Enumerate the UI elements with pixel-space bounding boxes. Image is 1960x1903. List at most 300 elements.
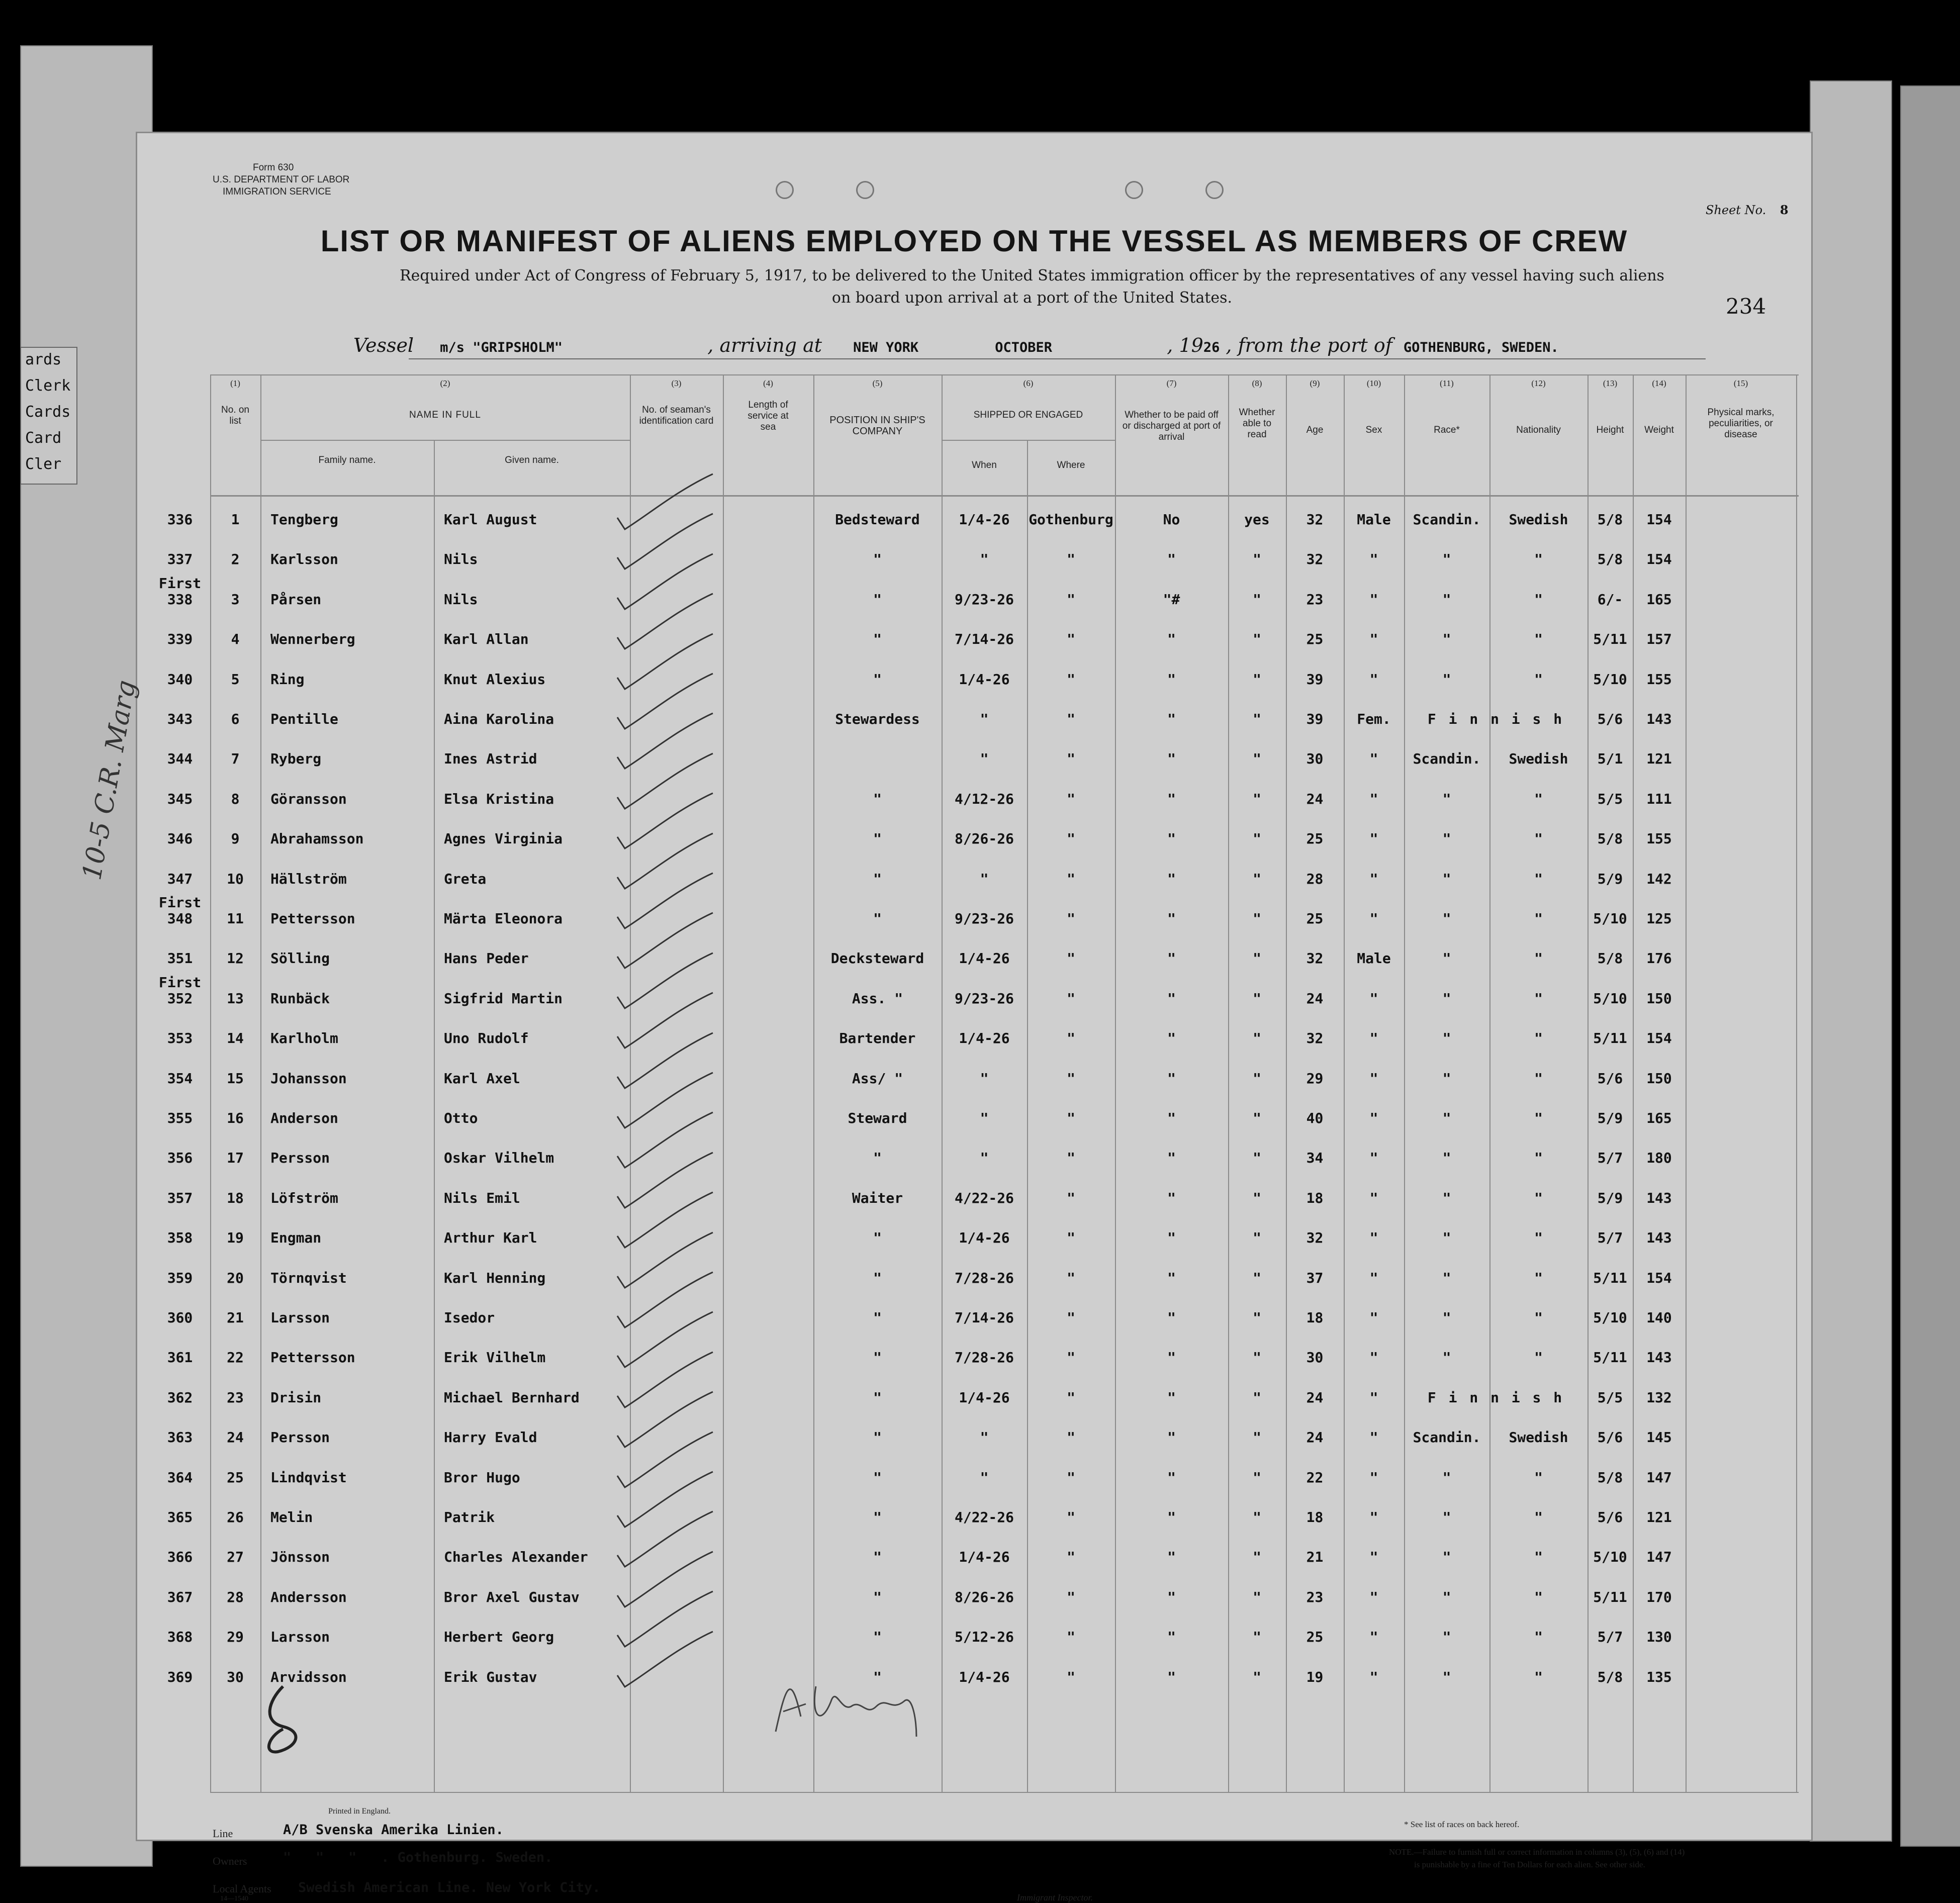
cell-family-name: Persson bbox=[270, 1429, 330, 1446]
shipped-subheader-rule bbox=[942, 440, 1115, 441]
cell-sex: " bbox=[1369, 671, 1378, 688]
cell-height: 5/8 bbox=[1597, 511, 1623, 528]
cell-no-on-list: 29 bbox=[227, 1629, 244, 1646]
cell-age: 25 bbox=[1306, 631, 1324, 648]
cell-nationality: " bbox=[1534, 1309, 1543, 1326]
cell-given-name: Bror Hugo bbox=[444, 1469, 520, 1486]
column-number: (14) bbox=[1652, 378, 1666, 388]
cell-race: F i n n i s h bbox=[1427, 1389, 1564, 1406]
cell-age: 18 bbox=[1306, 1309, 1324, 1326]
cell-paid-off: " bbox=[1167, 910, 1176, 927]
arriving-label: , arriving at bbox=[707, 334, 822, 356]
header-seaman-card: No. of seaman's identification card bbox=[639, 405, 714, 426]
cell-no-on-list: 26 bbox=[227, 1509, 244, 1526]
cell-weight: 130 bbox=[1646, 1629, 1672, 1646]
cell-weight: 132 bbox=[1646, 1389, 1672, 1406]
cell-race: " bbox=[1442, 671, 1451, 688]
cell-able-to-read: " bbox=[1253, 671, 1261, 688]
sheet-number bbox=[1706, 203, 1789, 217]
cell-height: 5/9 bbox=[1597, 1189, 1623, 1206]
cell-family-name: Larsson bbox=[270, 1629, 330, 1646]
header-when: When bbox=[972, 460, 997, 470]
cell-able-to-read: " bbox=[1253, 711, 1261, 727]
cell-age: 32 bbox=[1306, 551, 1324, 568]
service-line: IMMIGRATION SERVICE bbox=[223, 186, 331, 197]
side-tab-text: ards bbox=[25, 351, 62, 368]
cell-no-on-list: 27 bbox=[227, 1549, 244, 1566]
table-row bbox=[137, 1019, 1811, 1058]
cell-race: " bbox=[1442, 1070, 1451, 1087]
cell-given-name: Elsa Kristina bbox=[444, 790, 554, 807]
cell-shipped-where: " bbox=[1067, 1549, 1075, 1566]
cell-no-on-list: 13 bbox=[227, 990, 244, 1007]
cell-shipped-when: 8/26-26 bbox=[954, 1588, 1014, 1605]
cell-given-name: Arthur Karl bbox=[444, 1229, 537, 1247]
header-shipped-engaged: SHIPPED OR ENGAGED bbox=[973, 410, 1083, 420]
cell-weight: 176 bbox=[1646, 950, 1672, 967]
local-agents-label: Local Agents bbox=[213, 1882, 271, 1895]
cell-age: 39 bbox=[1306, 711, 1324, 727]
cell-age: 28 bbox=[1306, 870, 1324, 887]
cell-shipped-when: 9/23-26 bbox=[954, 910, 1014, 927]
header-weight: Weight bbox=[1644, 425, 1674, 435]
cell-given-name: Uno Rudolf bbox=[444, 1030, 529, 1047]
cell-no-on-list: 17 bbox=[227, 1150, 244, 1167]
cell-able-to-read: " bbox=[1253, 1588, 1261, 1605]
cell-family-name: Löfström bbox=[270, 1189, 338, 1206]
cell-able-to-read: " bbox=[1253, 1668, 1261, 1685]
cell-able-to-read: " bbox=[1253, 1629, 1261, 1646]
cell-paid-off: " bbox=[1167, 1668, 1176, 1685]
subtitle-line: on board upon arrival at a port of the United States. bbox=[831, 289, 1233, 307]
fine-note: is punishable by a fine of Ten Dollars for each alien. See other side. bbox=[1414, 1860, 1645, 1869]
cell-height: 5/8 bbox=[1597, 1668, 1623, 1685]
cell-sex: " bbox=[1369, 1588, 1378, 1605]
table-row bbox=[137, 1578, 1811, 1617]
background-sheet-left bbox=[20, 45, 153, 1867]
cell-shipped-where: " bbox=[1067, 711, 1075, 727]
header-nationality: Nationality bbox=[1516, 425, 1561, 435]
cell-age: 30 bbox=[1306, 1349, 1324, 1366]
cell-family-name: Hällström bbox=[270, 870, 347, 887]
cell-shipped-where: " bbox=[1067, 750, 1075, 768]
cell-given-name: Knut Alexius bbox=[444, 671, 546, 688]
cell-height: 5/10 bbox=[1593, 1309, 1627, 1326]
cell-height: 5/8 bbox=[1597, 551, 1623, 568]
cell-no-on-list: 9 bbox=[231, 830, 240, 847]
cell-nationality: " bbox=[1534, 591, 1543, 608]
header-age: Age bbox=[1306, 425, 1324, 435]
cell-margin-number: 345 bbox=[167, 790, 193, 807]
cell-height: 5/11 bbox=[1593, 1030, 1627, 1047]
cell-age: 29 bbox=[1306, 1070, 1324, 1087]
cell-sex: " bbox=[1369, 1070, 1378, 1087]
cell-family-name: Drisin bbox=[270, 1389, 322, 1406]
cell-margin-number: 362 bbox=[167, 1389, 193, 1406]
cell-shipped-when: " bbox=[980, 1150, 989, 1167]
cell-sex: Male bbox=[1357, 511, 1391, 528]
cell-height: 5/8 bbox=[1597, 830, 1623, 847]
column-number: (3) bbox=[671, 378, 682, 388]
cell-margin-number: 364 bbox=[167, 1469, 193, 1486]
punch-hole bbox=[1125, 181, 1143, 199]
cell-position: " bbox=[873, 1150, 882, 1167]
cell-race: Scandin. bbox=[1413, 1429, 1481, 1446]
cell-age: 32 bbox=[1306, 1030, 1324, 1047]
cell-sex: " bbox=[1369, 1509, 1378, 1526]
cell-no-on-list: 22 bbox=[227, 1349, 244, 1366]
inspector-signature bbox=[766, 1656, 926, 1742]
cell-no-on-list: 3 bbox=[231, 591, 240, 608]
cell-nationality: " bbox=[1534, 551, 1543, 568]
header-where: Where bbox=[1057, 460, 1085, 470]
cell-margin-number: 338 bbox=[167, 591, 193, 608]
cell-family-name: Törnqvist bbox=[270, 1269, 347, 1286]
cell-able-to-read: yes bbox=[1244, 511, 1270, 528]
column-number: (6) bbox=[1023, 378, 1034, 388]
cell-age: 18 bbox=[1306, 1189, 1324, 1206]
cell-nationality: " bbox=[1534, 631, 1543, 648]
column-number: (8) bbox=[1252, 378, 1262, 388]
cell-able-to-read: " bbox=[1253, 1429, 1261, 1446]
cell-given-name: Isedor bbox=[444, 1309, 495, 1326]
cell-given-name: Ines Astrid bbox=[444, 750, 537, 768]
cell-family-name: Lindqvist bbox=[270, 1469, 347, 1486]
cell-age: 34 bbox=[1306, 1150, 1324, 1167]
cell-height: 5/10 bbox=[1593, 990, 1627, 1007]
cell-nationality: " bbox=[1534, 1588, 1543, 1605]
cell-given-name: Charles Alexander bbox=[444, 1549, 588, 1566]
cell-shipped-where: " bbox=[1067, 950, 1075, 967]
cell-given-name: Greta bbox=[444, 870, 487, 887]
cell-race: " bbox=[1442, 551, 1451, 568]
cell-margin-number: 359 bbox=[167, 1269, 193, 1286]
cell-sex: " bbox=[1369, 1309, 1378, 1326]
arrival-port: NEW YORK bbox=[853, 340, 919, 355]
column-number: (10) bbox=[1366, 378, 1381, 388]
cell-age: 40 bbox=[1306, 1110, 1324, 1126]
cell-race: " bbox=[1442, 950, 1451, 967]
cell-nationality: " bbox=[1534, 830, 1543, 847]
cell-shipped-where: " bbox=[1067, 1189, 1075, 1206]
cell-family-name: Persson bbox=[270, 1150, 330, 1167]
cell-nationality: " bbox=[1534, 950, 1543, 967]
header-height: Height bbox=[1596, 425, 1624, 435]
cell-race: " bbox=[1442, 1549, 1451, 1566]
cell-race: " bbox=[1442, 1509, 1451, 1526]
cell-shipped-where: " bbox=[1067, 1110, 1075, 1126]
punch-hole bbox=[776, 181, 794, 199]
cell-no-on-list: 6 bbox=[231, 711, 240, 727]
vessel-name: m/s "GRIPSHOLM" bbox=[440, 340, 563, 355]
cell-shipped-when: 1/4-26 bbox=[959, 950, 1010, 967]
cell-family-name: Karlholm bbox=[270, 1030, 338, 1047]
cell-shipped-when: 7/28-26 bbox=[954, 1349, 1014, 1366]
cell-height: 5/5 bbox=[1597, 1389, 1623, 1406]
table-row bbox=[137, 620, 1811, 659]
table-row bbox=[137, 1338, 1811, 1377]
cell-shipped-when: 1/4-26 bbox=[959, 1668, 1010, 1685]
cell-paid-off: " bbox=[1167, 1150, 1176, 1167]
cell-age: 22 bbox=[1306, 1469, 1324, 1486]
header-able-to-read: Whether able to read bbox=[1239, 407, 1275, 440]
cell-race: " bbox=[1442, 870, 1451, 887]
table-row bbox=[137, 974, 1811, 1018]
cell-race: " bbox=[1442, 830, 1451, 847]
cell-race: " bbox=[1442, 790, 1451, 807]
cell-shipped-where: " bbox=[1067, 631, 1075, 648]
cell-family-name: Andersson bbox=[270, 1588, 347, 1605]
cell-weight: 135 bbox=[1646, 1668, 1672, 1685]
cell-nationality: Swedish bbox=[1509, 750, 1568, 768]
cell-height: 5/9 bbox=[1597, 870, 1623, 887]
cell-nationality: " bbox=[1534, 1469, 1543, 1486]
cell-given-name: Herbert Georg bbox=[444, 1629, 554, 1646]
cell-position: Ass/ " bbox=[852, 1070, 903, 1087]
header-paid-off: Whether to be paid off or discharged at port of arrival bbox=[1122, 410, 1221, 442]
cell-nationality: " bbox=[1534, 1110, 1543, 1126]
cell-margin-number: 366 bbox=[167, 1549, 193, 1566]
cell-height: 5/10 bbox=[1593, 1549, 1627, 1566]
owners-label: Owners bbox=[213, 1855, 247, 1867]
punch-hole bbox=[856, 181, 874, 199]
cell-height: 5/11 bbox=[1593, 631, 1627, 648]
cell-race: " bbox=[1442, 1309, 1451, 1326]
from-port: GOTHENBURG, SWEDEN. bbox=[1403, 340, 1559, 355]
cell-able-to-read: " bbox=[1253, 1309, 1261, 1326]
cell-shipped-when: 5/12-26 bbox=[954, 1629, 1014, 1646]
cell-race: F i n n i s h bbox=[1427, 711, 1564, 727]
cell-shipped-when: " bbox=[980, 1469, 989, 1486]
cell-weight: 121 bbox=[1646, 1509, 1672, 1526]
cell-weight: 143 bbox=[1646, 1229, 1672, 1247]
cell-position: " bbox=[873, 1588, 882, 1605]
table-row bbox=[137, 1538, 1811, 1577]
vessel-underline bbox=[409, 358, 1706, 359]
cell-nationality: " bbox=[1534, 671, 1543, 688]
cell-sex: " bbox=[1369, 1429, 1378, 1446]
cell-shipped-where: " bbox=[1067, 1070, 1075, 1087]
cell-height: 5/7 bbox=[1597, 1150, 1623, 1167]
cell-weight: 154 bbox=[1646, 1030, 1672, 1047]
column-number: (1) bbox=[230, 378, 240, 388]
line-value: A/B Svenska Amerika Linien. bbox=[283, 1822, 504, 1838]
cell-given-name: Agnes Virginia bbox=[444, 830, 563, 847]
cell-given-name: Karl August bbox=[444, 511, 537, 528]
cell-weight: 150 bbox=[1646, 990, 1672, 1007]
cell-paid-off: " bbox=[1167, 1229, 1176, 1247]
cell-shipped-where: " bbox=[1067, 830, 1075, 847]
cell-shipped-when: 7/14-26 bbox=[954, 631, 1014, 648]
page-title: LIST OR MANIFEST OF ALIENS EMPLOYED ON THE VESSEL AS MEMBERS OF CREW bbox=[320, 224, 1628, 258]
cell-shipped-when: " bbox=[980, 750, 989, 768]
cell-family-name: Pentille bbox=[270, 711, 338, 727]
cell-position: " bbox=[873, 870, 882, 887]
cell-race: " bbox=[1442, 1629, 1451, 1646]
cell-nationality: " bbox=[1534, 790, 1543, 807]
cell-weight: 154 bbox=[1646, 1269, 1672, 1286]
cell-paid-off: " bbox=[1167, 1110, 1176, 1126]
cell-age: 24 bbox=[1306, 1389, 1324, 1406]
cell-shipped-where: " bbox=[1067, 551, 1075, 568]
cell-shipped-when: " bbox=[980, 870, 989, 887]
cell-position: Ass. " bbox=[852, 990, 903, 1007]
table-row bbox=[137, 1378, 1811, 1417]
cell-nationality: Swedish bbox=[1509, 511, 1568, 528]
cell-sex: " bbox=[1369, 790, 1378, 807]
cell-nationality: " bbox=[1534, 1070, 1543, 1087]
check-mark bbox=[612, 1628, 723, 1693]
cell-given-name: Erik Gustav bbox=[444, 1668, 537, 1685]
cell-position: " bbox=[873, 910, 882, 927]
cell-shipped-where: " bbox=[1067, 1588, 1075, 1605]
vessel-line bbox=[353, 334, 1791, 356]
column-number: (11) bbox=[1440, 378, 1454, 388]
header-no-on-list: No. on list bbox=[221, 405, 249, 426]
cell-able-to-read: " bbox=[1253, 870, 1261, 887]
cell-race: " bbox=[1442, 1150, 1451, 1167]
cell-no-on-list: 20 bbox=[227, 1269, 244, 1286]
cell-paid-off: " bbox=[1167, 1189, 1176, 1206]
cell-margin-number: 352 bbox=[167, 990, 193, 1007]
cell-margin-number: 358 bbox=[167, 1229, 193, 1247]
table-top-rule bbox=[210, 374, 1799, 375]
cell-race: " bbox=[1442, 990, 1451, 1007]
cell-shipped-where: " bbox=[1067, 591, 1075, 608]
cell-no-on-list: 15 bbox=[227, 1070, 244, 1087]
cell-race: " bbox=[1442, 1030, 1451, 1047]
table-bottom-rule bbox=[210, 1792, 1799, 1793]
column-number: (9) bbox=[1310, 378, 1320, 388]
cell-weight: 147 bbox=[1646, 1469, 1672, 1486]
cell-given-name: Erik Vilhelm bbox=[444, 1349, 546, 1366]
column-number: (4) bbox=[763, 378, 773, 388]
cell-nationality: " bbox=[1534, 1349, 1543, 1366]
cell-weight: 125 bbox=[1646, 910, 1672, 927]
cell-shipped-where: Gothenburg bbox=[1029, 511, 1113, 528]
cell-height: 5/6 bbox=[1597, 1070, 1623, 1087]
cell-shipped-where: " bbox=[1067, 870, 1075, 887]
cell-race: " bbox=[1442, 1269, 1451, 1286]
table-row bbox=[137, 1138, 1811, 1178]
table-row bbox=[137, 1298, 1811, 1338]
sheet-value: 8 bbox=[1780, 203, 1789, 217]
cell-margin-number: 356 bbox=[167, 1150, 193, 1167]
cell-given-name: Sigfrid Martin bbox=[444, 990, 563, 1007]
cell-position: Stewardess bbox=[835, 711, 920, 727]
header-family-name: Family name. bbox=[318, 455, 376, 465]
cell-height: 5/7 bbox=[1597, 1229, 1623, 1247]
cell-family-name: Johansson bbox=[270, 1070, 347, 1087]
cell-height: 5/10 bbox=[1593, 910, 1627, 927]
cell-position: " bbox=[873, 1389, 882, 1406]
cell-given-name: Harry Evald bbox=[444, 1429, 537, 1446]
cell-family-name: Karlsson bbox=[270, 551, 338, 568]
cell-weight: 165 bbox=[1646, 1110, 1672, 1126]
cell-nationality: " bbox=[1534, 1269, 1543, 1286]
year-suffix: 26 bbox=[1203, 340, 1220, 355]
cell-shipped-when: 1/4-26 bbox=[959, 1389, 1010, 1406]
column-number: (12) bbox=[1531, 378, 1546, 388]
cell-paid-off: " bbox=[1167, 1070, 1176, 1087]
cell-able-to-read: " bbox=[1253, 1030, 1261, 1047]
table-row bbox=[137, 1259, 1811, 1298]
cell-family-name: Pettersson bbox=[270, 1349, 355, 1366]
cell-no-on-list: 25 bbox=[227, 1469, 244, 1486]
cell-height: 6/- bbox=[1597, 591, 1623, 608]
year-prefix: , 19 bbox=[1167, 334, 1203, 356]
cell-height: 5/6 bbox=[1597, 1429, 1623, 1446]
cell-shipped-where: " bbox=[1067, 1030, 1075, 1047]
cell-paid-off: " bbox=[1167, 1269, 1176, 1286]
table-row bbox=[137, 1418, 1811, 1457]
cell-margin-number: 361 bbox=[167, 1349, 193, 1366]
table-row bbox=[137, 1218, 1811, 1258]
cell-shipped-where: " bbox=[1067, 1668, 1075, 1685]
cell-no-on-list: 21 bbox=[227, 1309, 244, 1326]
cell-sex: " bbox=[1369, 1030, 1378, 1047]
cell-margin-number: 369 bbox=[167, 1668, 193, 1685]
cell-shipped-where: " bbox=[1067, 1229, 1075, 1247]
cell-shipped-when: 7/14-26 bbox=[954, 1309, 1014, 1326]
fine-note: NOTE.—Failure to furnish full or correct information in columns (3), (5), (6) and (14) bbox=[1389, 1847, 1685, 1857]
cell-shipped-when: " bbox=[980, 711, 989, 727]
cell-paid-off: " bbox=[1167, 1629, 1176, 1646]
cell-family-name: Pettersson bbox=[270, 910, 355, 927]
cell-family-name: Sölling bbox=[270, 950, 330, 967]
cell-shipped-where: " bbox=[1067, 1429, 1075, 1446]
cell-height: 5/11 bbox=[1593, 1349, 1627, 1366]
cell-nationality: " bbox=[1534, 1189, 1543, 1206]
cell-margin-number: 357 bbox=[167, 1189, 193, 1206]
cell-paid-off: " bbox=[1167, 1549, 1176, 1566]
cell-sex: " bbox=[1369, 631, 1378, 648]
cell-sex: Male bbox=[1357, 950, 1391, 967]
vessel-label: Vessel bbox=[353, 334, 414, 356]
cell-margin-number: 365 bbox=[167, 1509, 193, 1526]
margin-note: 10-5 C.R. Marg bbox=[77, 678, 142, 883]
cell-shipped-where: " bbox=[1067, 1629, 1075, 1646]
cell-no-on-list: 18 bbox=[227, 1189, 244, 1206]
header-position: POSITION IN SHIP'S COMPANY bbox=[829, 415, 925, 437]
cell-height: 5/7 bbox=[1597, 1629, 1623, 1646]
cell-paid-off: " bbox=[1167, 631, 1176, 648]
cell-shipped-when: 9/23-26 bbox=[954, 990, 1014, 1007]
race-footnote: * See list of races on back hereof. bbox=[1404, 1820, 1520, 1829]
cell-family-name: Göransson bbox=[270, 790, 347, 807]
cell-weight: 142 bbox=[1646, 870, 1672, 887]
cell-paid-off: " bbox=[1167, 790, 1176, 807]
column-number: (7) bbox=[1166, 378, 1177, 388]
cell-able-to-read: " bbox=[1253, 950, 1261, 967]
cell-able-to-read: " bbox=[1253, 1349, 1261, 1366]
cell-weight: 111 bbox=[1646, 790, 1672, 807]
column-number: (15) bbox=[1733, 378, 1748, 388]
cell-shipped-when: 4/12-26 bbox=[954, 790, 1014, 807]
cell-age: 18 bbox=[1306, 1509, 1324, 1526]
cell-able-to-read: " bbox=[1253, 1269, 1261, 1286]
cell-no-on-list: 8 bbox=[231, 790, 240, 807]
cell-family-name: Larsson bbox=[270, 1309, 330, 1326]
cell-able-to-read: " bbox=[1253, 1150, 1261, 1167]
cell-paid-off: " bbox=[1167, 1309, 1176, 1326]
table-row bbox=[137, 739, 1811, 779]
table-row bbox=[137, 1179, 1811, 1218]
cell-shipped-where: " bbox=[1067, 1469, 1075, 1486]
cell-able-to-read: " bbox=[1253, 591, 1261, 608]
cell-shipped-where: " bbox=[1067, 1389, 1075, 1406]
side-tabs bbox=[20, 347, 77, 485]
